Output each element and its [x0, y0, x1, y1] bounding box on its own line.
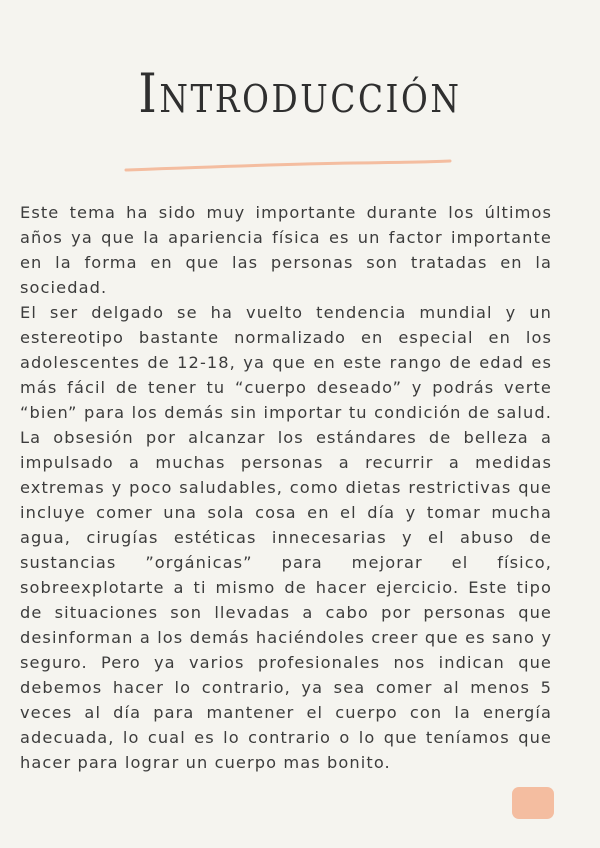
- body-text: [20, 200, 552, 775]
- paragraph-main: El ser delgado se ha vuelto tendencia mundial y un estereotipo bastante normalizado en especial en los adolescentes de 12-18, ya que en este rango de edad es más fácil de tener tu “cuerpo deseado” y podrás verte “bien” para los demás sin importar tu condición de salud. La obsesión por alcanzar los estándares de belleza a impulsado a muchas personas a recurrir a medidas extremas y poco saludables, como dietas restrictivas que incluye comer una sola cosa en el día y tomar mucha agua, cirugías estéticas innecesarias y el abuso de sustancias ”orgánicas” para mejorar el físico, sobreexplotarte a ti mismo de hacer ejercicio. Este tipo de situaciones son llevadas a cabo por personas que desinforman a los demás haciéndoles creer que es sano y seguro. Pero ya varios profesionales nos indican que debemos hacer lo contrario, ya sea comer al menos 5 veces al día para mantener el cuerpo con la energía adecuada, lo cual es lo contrario o lo que teníamos que hacer para lograr un cuerpo mas bonito.: [20, 303, 552, 772]
- title-underline: [124, 158, 452, 176]
- page-title: Introducción: [138, 62, 462, 125]
- corner-decoration: [512, 787, 554, 819]
- paragraph-intro: Este tema ha sido muy importante durante los últimos años ya que la apariencia física es un factor importante en la forma en que las personas son tratadas en la sociedad.: [20, 203, 552, 297]
